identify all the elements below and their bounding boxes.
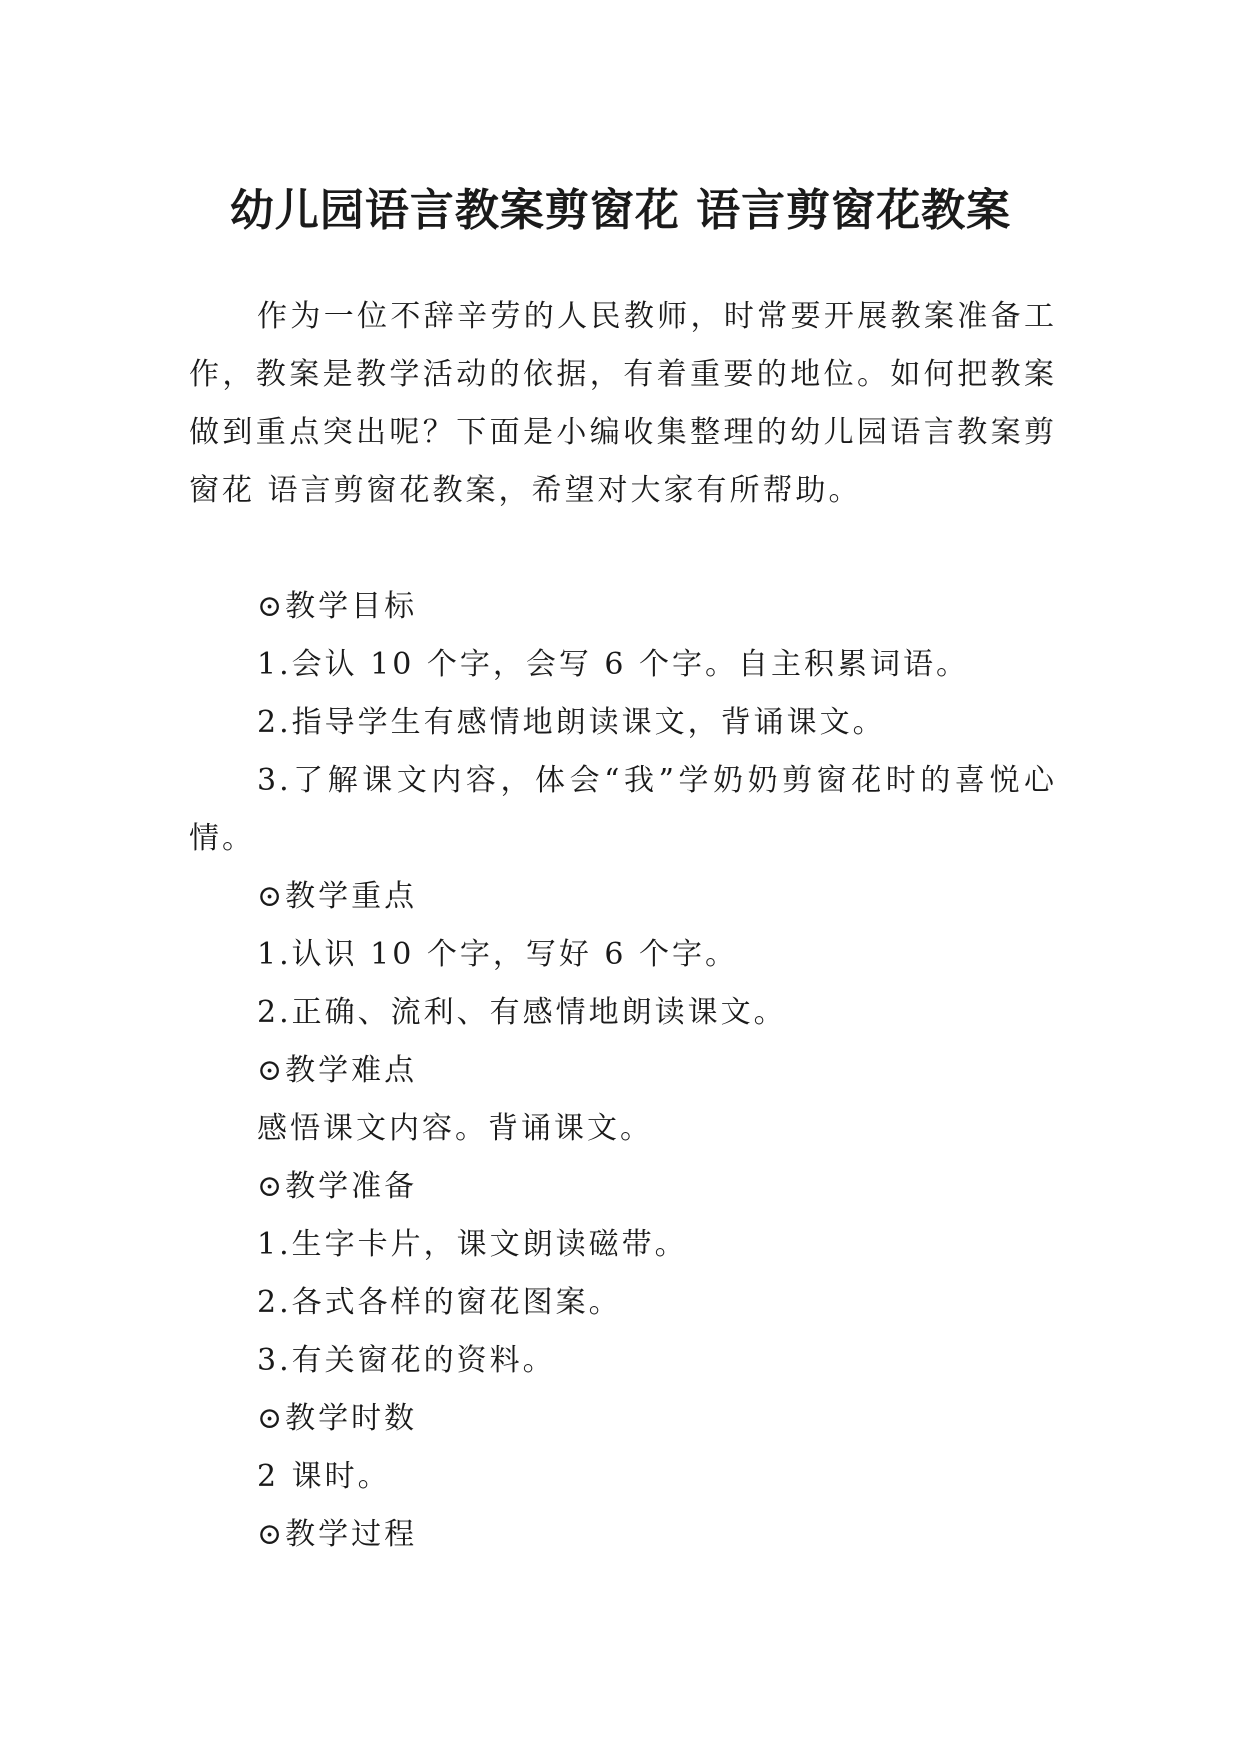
key-point-item-2: 2.正确、流利、有感情地朗读课文。: [257, 995, 787, 1030]
objective-item-1: 1.会认 10 个字，会写 6 个字。自主积累词语。: [257, 647, 970, 682]
section-heading-objectives: ⊙教学目标: [257, 589, 418, 624]
section-heading-process: ⊙教学过程: [257, 1517, 418, 1552]
section-heading-preparation: ⊙教学准备: [257, 1169, 418, 1204]
objective-item-2: 2.指导学生有感情地朗读课文，背诵课文。: [257, 705, 886, 740]
section-heading-difficulties: ⊙教学难点: [257, 1053, 418, 1088]
intro-paragraph: 作为一位不辞辛劳的人民教师，时常要开展教案准备工作，教案是教学活动的依据，有着重要的地位。如何把教案做到重点突出呢？下面是小编收集整理的幼儿园语言教案剪窗花 语言剪窗花教案，希望对大家有所帮助。: [189, 299, 1057, 508]
key-point-item-1: 1.认识 10 个字，写好 6 个字。: [257, 937, 739, 972]
preparation-item-3: 3.有关窗花的资料。: [257, 1343, 556, 1378]
preparation-item-1: 1.生字卡片，课文朗读磁带。: [257, 1227, 688, 1262]
hours-item: 2 课时。: [257, 1459, 391, 1494]
section-heading-hours: ⊙教学时数: [257, 1401, 418, 1436]
document-title: 幼儿园语言教案剪窗花 语言剪窗花教案: [229, 185, 1012, 237]
lesson-plan-content: [189, 578, 1057, 1564]
objective-item-3: 3.了解课文内容，体会“我”学奶奶剪窗花时的喜悦心情。: [189, 763, 1057, 856]
difficulty-item: 感悟课文内容。背诵课文。: [257, 1111, 653, 1146]
section-heading-key-points: ⊙教学重点: [257, 879, 418, 914]
preparation-item-2: 2.各式各样的窗花图案。: [257, 1285, 622, 1320]
